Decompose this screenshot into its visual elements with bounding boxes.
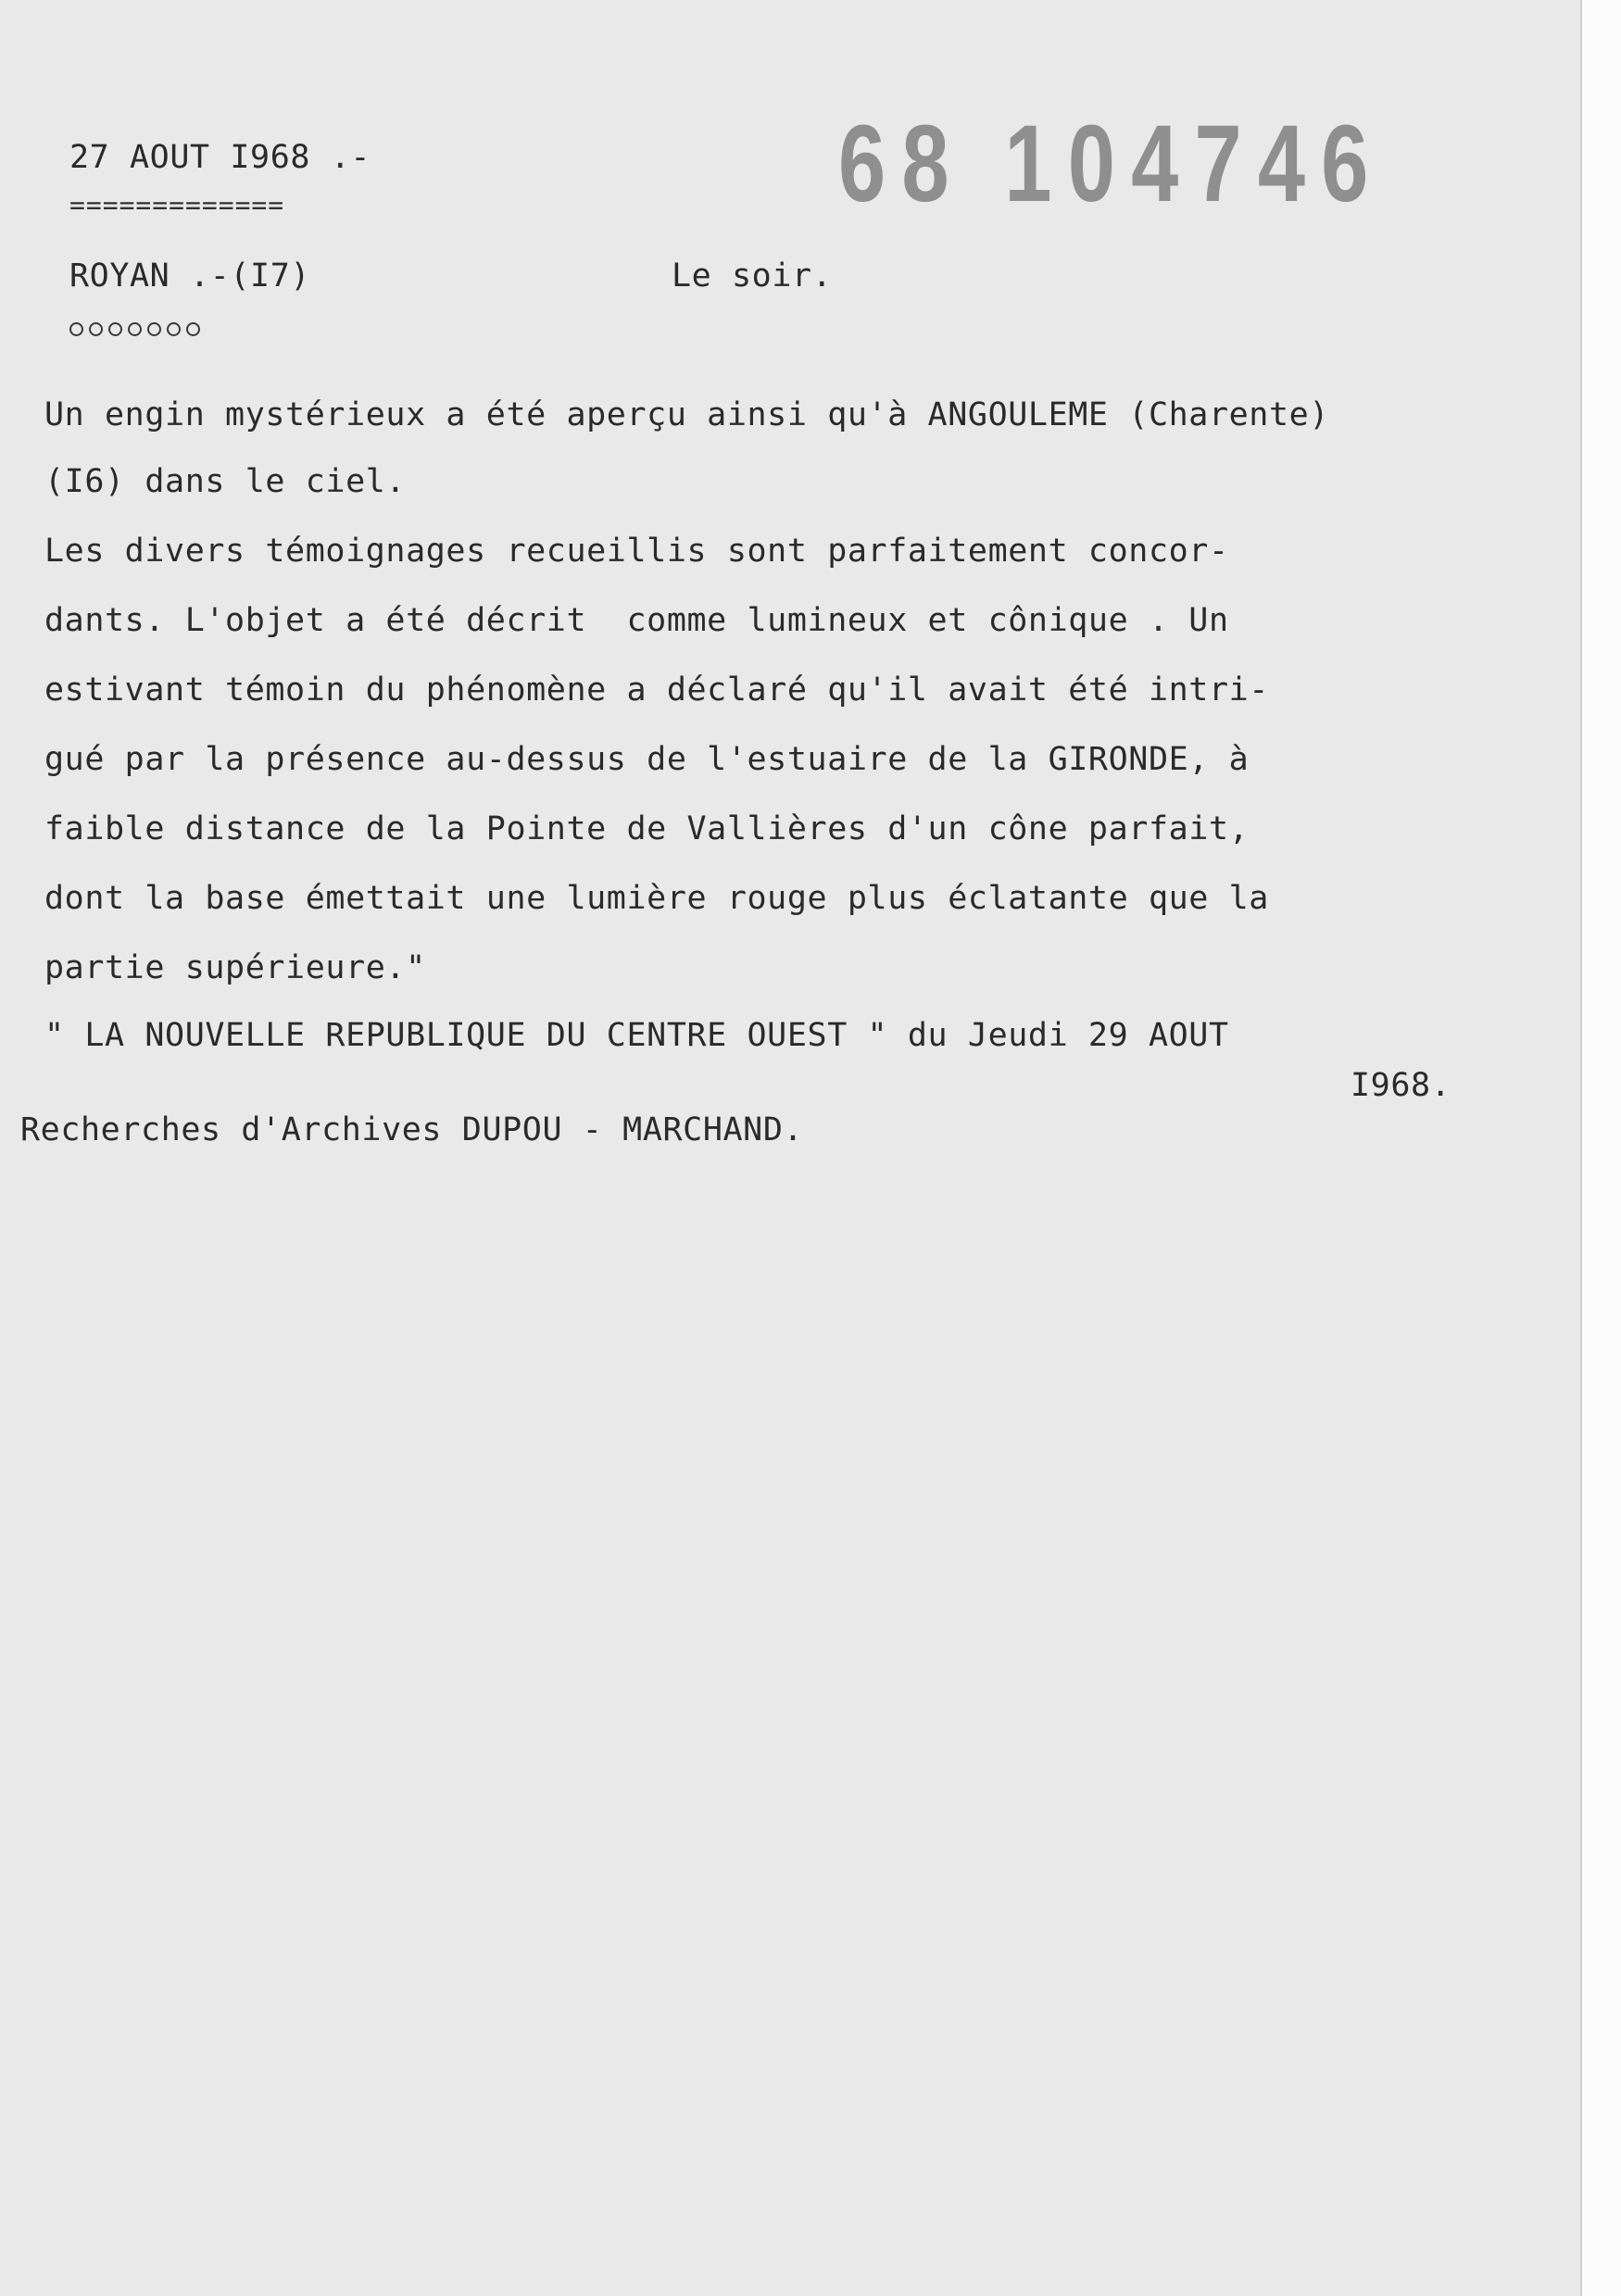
time-of-day: Le soir.	[672, 257, 833, 295]
body-line: (I6) dans le ciel.	[44, 463, 407, 500]
body-line: faible distance de la Pointe de Vallières d'un cône parfait,	[44, 810, 1250, 847]
reference-number-stamp: 68 104746	[838, 103, 1385, 225]
body-line: dont la base émettait une lumière rouge plus éclatante que la	[44, 880, 1269, 917]
source-citation: " LA NOUVELLE REPUBLIQUE DU CENTRE OUEST " du Jeudi 29 AOUT	[44, 1017, 1229, 1054]
place-heading: ROYAN .-(I7)	[69, 257, 311, 295]
body-line: estivant témoin du phénomène a déclaré qu'il avait été intri-	[44, 671, 1269, 709]
scan-margin	[1582, 0, 1621, 2296]
date-heading: 27 AOUT I968 .-	[69, 139, 371, 176]
archive-credit: Recherches d'Archives DUPOU - MARCHAND.	[20, 1111, 804, 1148]
body-line: dants. L'objet a été décrit comme lumineux et cônique . Un	[44, 602, 1229, 639]
source-citation-year: I968.	[1351, 1067, 1451, 1104]
date-underline: =============	[69, 190, 285, 220]
body-line: gué par la présence au-dessus de l'estuaire de la GIRONDE, à	[44, 741, 1250, 778]
body-line: Les divers témoignages recueillis sont parfaitement concor-	[44, 533, 1229, 570]
body-line: partie supérieure."	[44, 949, 426, 986]
body-line: Un engin mystérieux a été aperçu ainsi qu'à ANGOULEME (Charente)	[44, 396, 1329, 433]
place-underline-marks	[69, 322, 200, 336]
